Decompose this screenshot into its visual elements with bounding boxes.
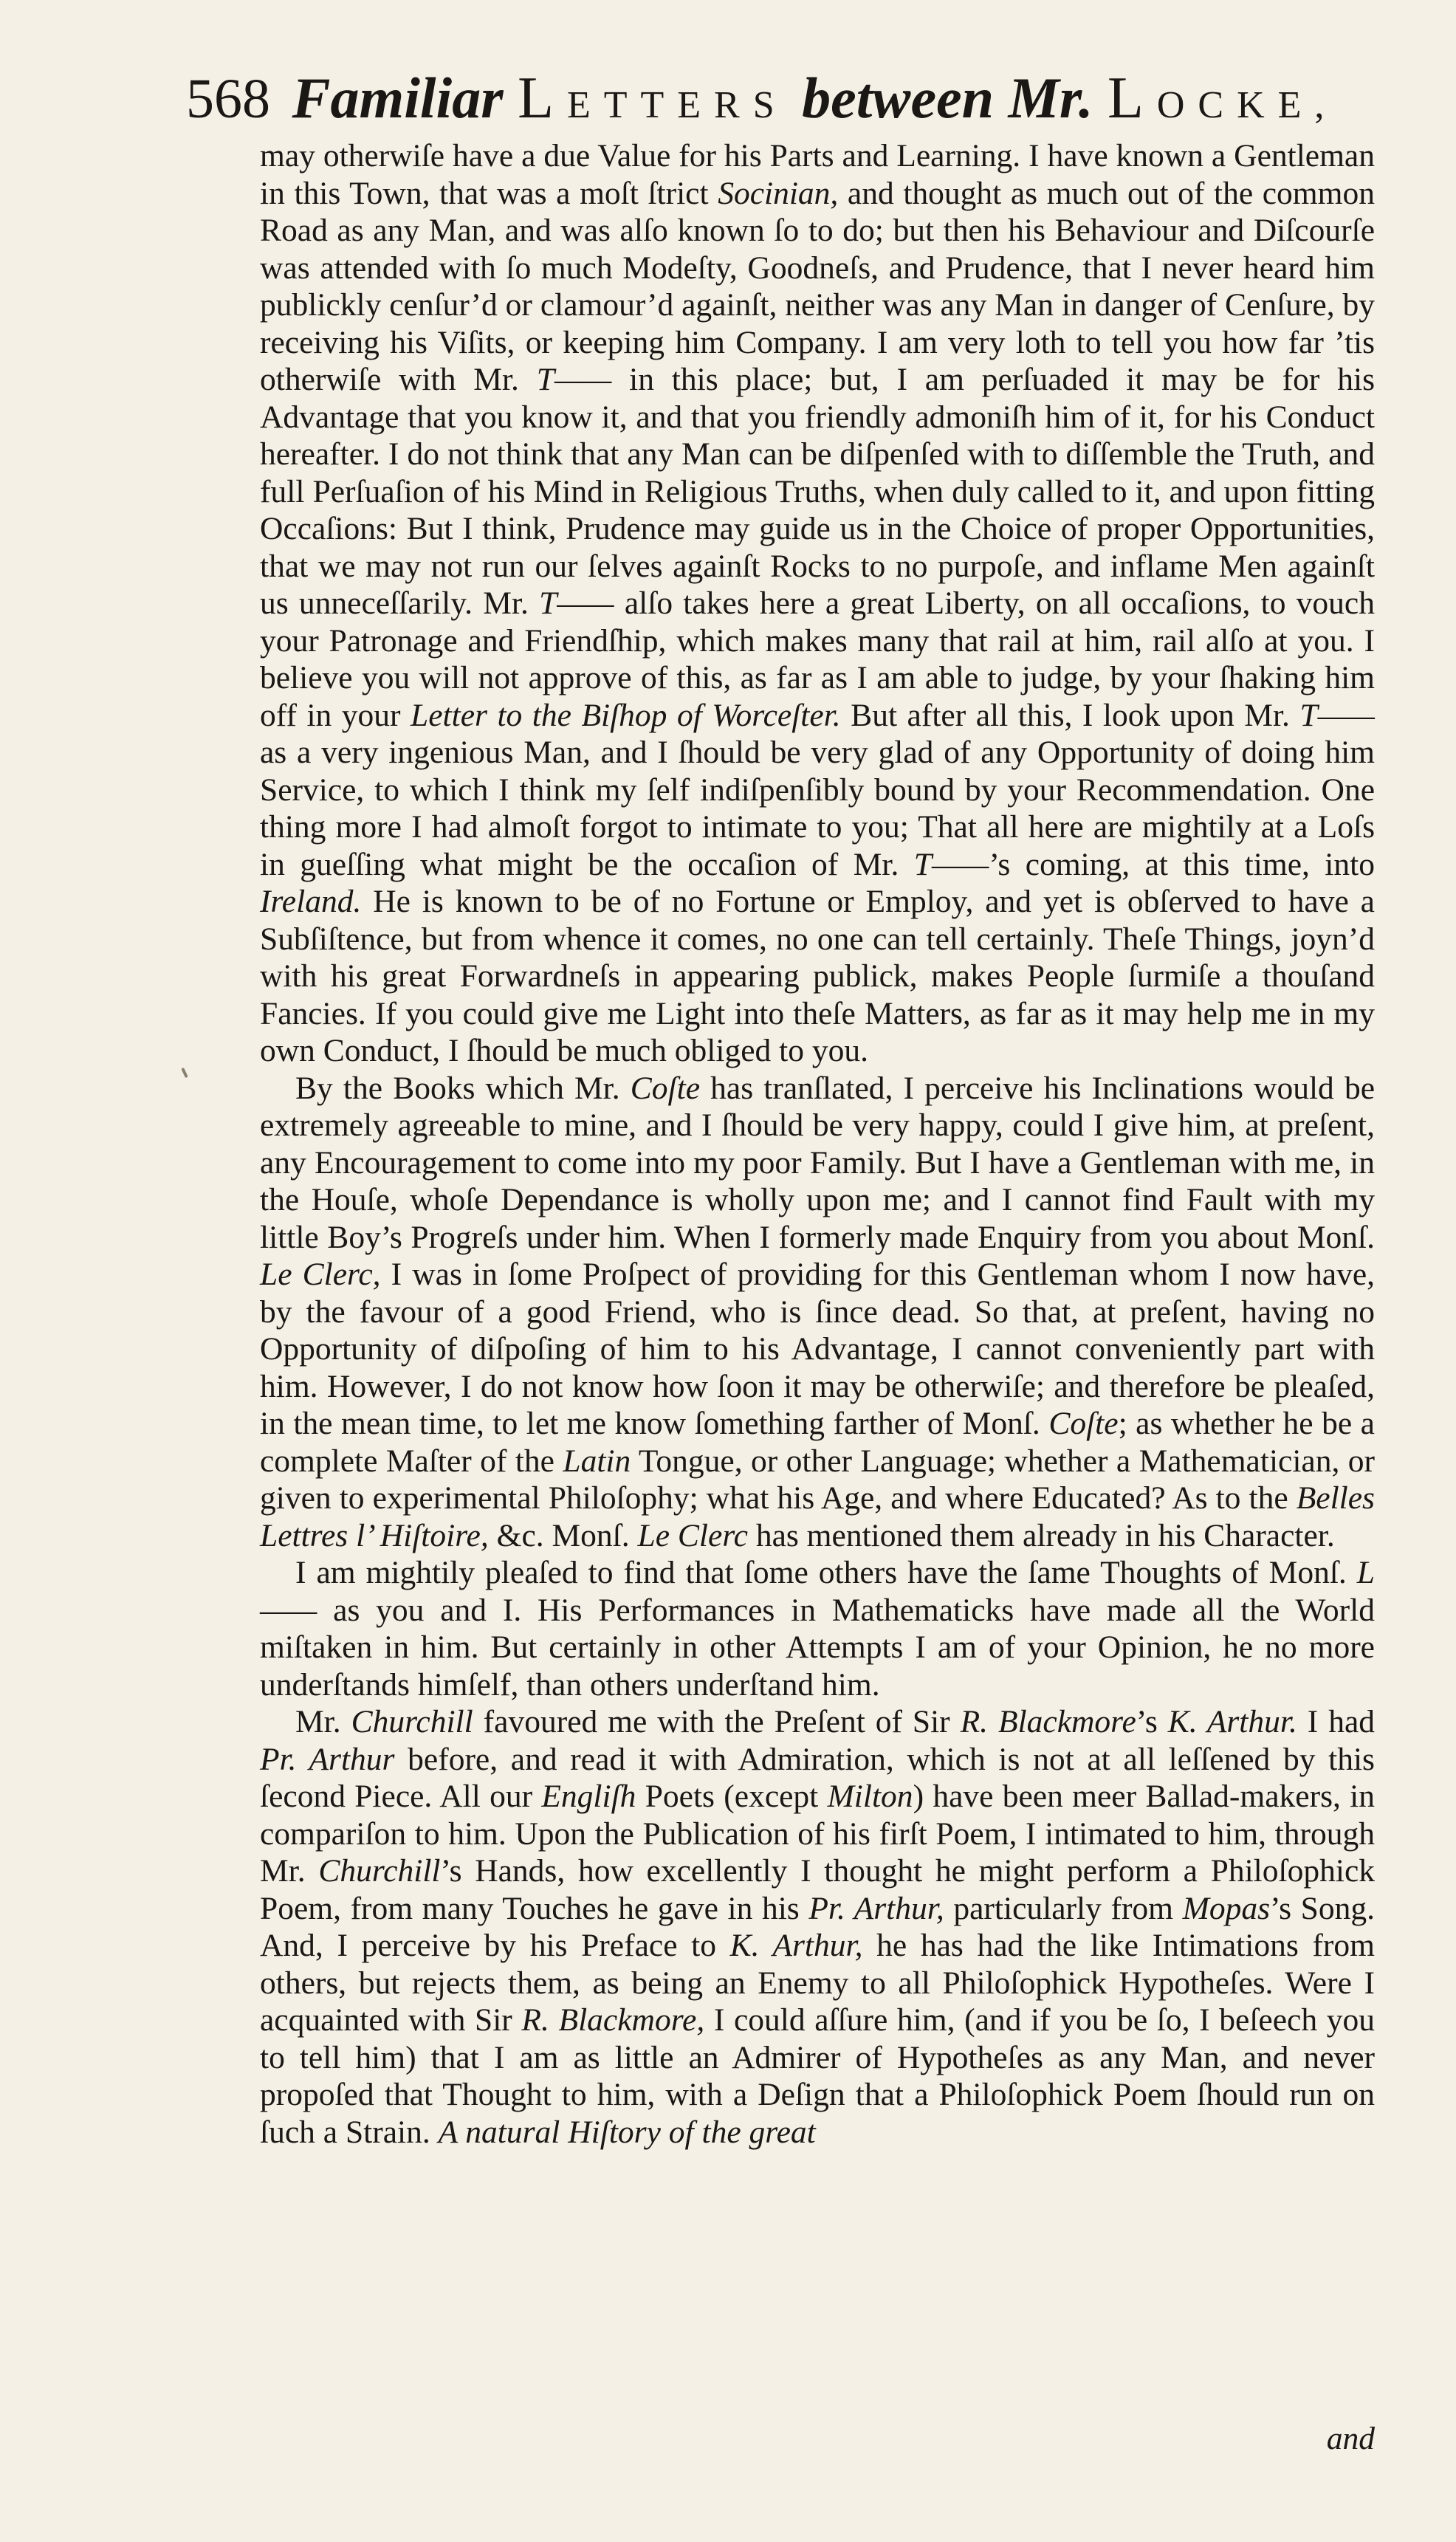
italic-run: T——: [1299, 697, 1375, 733]
header-familiar: Familiar: [292, 66, 504, 130]
italic-run: K. Arthur.: [1167, 1704, 1297, 1739]
paragraph-2: [260, 1070, 1375, 1555]
italic-run: L——: [260, 1555, 1375, 1628]
text-run: alſo takes here a great Liberty, on all occaſions, to vouch your Patronage and Friendſhip, which makes many that rail at him, rail alſo at you. I believe you will not approve of this, as far as I am able to judge, by your ſhaking him off in your: [260, 585, 1375, 733]
text-run: ’s coming, at this time, into: [989, 846, 1375, 882]
italic-run: Milton: [827, 1779, 913, 1814]
text-run: may otherwiſe have a due Value for his Parts and Learning. I have known a Gentleman in this Town, that was a moſt ſtrict: [260, 138, 1375, 211]
body-text: [260, 137, 1375, 2151]
text-run: has tranſlated, I perceive his Inclinations would be extremely agreeable to mine, and I ſhould be very happy, could I give him, at preſent, any Encouragement to come into my poor Family. But I have a Gentleman with me, in the Houſe, whoſe Dependance is wholly upon me; and I cannot find Fault with my little Boy’s Progreſs under him. When I formerly made Enquiry from you about Monſ.: [260, 1070, 1376, 1255]
italic-run: Pr. Arthur,: [808, 1890, 944, 1926]
text-run: as a very ingenious Man, and I ſhould be very glad of any Opportunity of doing him Service, to which I think my ſelf indiſpenſibly bound by your Recommendation. One thing more I had almoſt forgot to intimate to you; That all here are mightily at a Loſs in gueſſing what might be the occaſion of Mr.: [260, 735, 1375, 882]
italic-run: Churchill: [351, 1704, 473, 1739]
italic-run: Ireland.: [260, 884, 362, 919]
text-run: Poets (except: [636, 1779, 828, 1814]
text-run: Mr.: [295, 1704, 351, 1739]
text-run: I was in ſome Proſpect of providing for this Gentleman whom I now have, by the favour of a good Friend, who is ſince dead. So that, at preſent, having no Opportunity of diſpoſing of him to his Advantage, I cannot conveniently part with him. However, I do not know how ſoon it may be otherwiſe; and therefore be pleaſed, in the mean time, to let me know ſomething farther of Monſ.: [260, 1257, 1375, 1441]
text-run: &c. Monſ.: [488, 1517, 638, 1553]
text-run: he has had the like Intimations from others, but rejects them, as being an Enemy to all Philoſophick Hypotheſes. Were I acquainted with Sir: [260, 1928, 1375, 2038]
header-between: between Mr.: [802, 66, 1093, 130]
italic-run: Churchill: [318, 1853, 441, 1889]
text-run: I had: [1297, 1704, 1376, 1739]
text-run: But after all this, I look upon Mr.: [840, 697, 1300, 733]
italic-run: Le Clerc,: [260, 1257, 381, 1292]
italic-run: Coſte: [1048, 1406, 1119, 1441]
text-run: ’s Song. And, I perceive by his Preface to: [260, 1890, 1375, 1963]
text-run: ) have been meer Ballad-makers, in compariſon to him. Upon the Publication of his firſt Poem, I intimated to him, through Mr.: [260, 1779, 1376, 1889]
header-letters: LETTERS: [518, 66, 788, 131]
text-run: I am mightily pleaſed to find that ſome others have the ſame Thoughts of Monſ.: [295, 1555, 1357, 1590]
italic-run: T——: [536, 362, 612, 397]
italic-run: T——: [913, 846, 989, 882]
italic-run: Mopas: [1182, 1890, 1271, 1926]
paragraph-3: [260, 1554, 1375, 1703]
italic-run: K. Arthur,: [729, 1928, 863, 1963]
text-run: ; as whether he be a complete Maſter of the: [260, 1406, 1375, 1479]
paragraph-1: [260, 137, 1375, 1070]
italic-run: R. Blackmore,: [521, 2002, 705, 2038]
text-run: before, and read it with Admiration, which is not at all leſſened by this ſecond Piece. All our: [260, 1741, 1375, 1814]
paragraph-4: [260, 1703, 1375, 2151]
italic-run: Socinian,: [718, 175, 839, 211]
text-run: in this place; but, I am perſuaded it may be for his Advantage that you know it, and that you friendly admoniſh him of it, for his Conduct hereafter. I do not think that any Man can be diſpenſed with to diſſemble the Truth, and full Perſuaſion of his Mind in Religious Truths, when duly called to it, and upon fitting Occaſions: But I think, Prudence may guide us in the Choice of proper Opportunities, that we may not run our ſelves againſt Rocks to no purpoſe, and inflame Men againſt us unneceſſarily. Mr.: [260, 362, 1375, 621]
text-run: and thought as much out of the common Road as any Man, and was alſo known ſo to do; but then his Behaviour and Diſcourſe was attended with ſo much Modeſty, Goodneſs, and Prudence, that I never heard him publickly cenſur’d or clamour’d againſt, neither was any Man in danger of Cenſure, by receiving his Viſits, or keeping him Company. I am very loth to tell you how far ’tis otherwiſe with Mr.: [260, 175, 1375, 397]
italic-run: Letter to the Biſhop of Worceſter.: [411, 697, 841, 733]
italic-run: Engliſh: [541, 1779, 636, 1814]
italic-run: T——: [539, 585, 614, 621]
italic-run: A natural Hiſtory of the great: [438, 2114, 816, 2150]
italic-run: R. Blackmore: [960, 1704, 1136, 1739]
text-run: particularly from: [944, 1890, 1183, 1926]
italic-run: Latin: [563, 1443, 631, 1479]
text-run: By the Books which Mr.: [295, 1070, 631, 1106]
header-locke: LOCKE,: [1107, 66, 1338, 131]
text-run: favoured me with the Preſent of Sir: [473, 1704, 961, 1739]
italic-run: Le Clerc: [637, 1517, 748, 1553]
italic-run: Belles Lettres l’ Hiſtoire,: [260, 1480, 1375, 1553]
text-run: ’s Hands, how excellently I thought he might perform a Philoſophick Poem, from many Touches he gave in his: [260, 1853, 1376, 1926]
page-number: 568: [186, 68, 270, 130]
running-header: [186, 65, 1367, 131]
text-run: as you and I. His Performances in Mathematicks have made all the World miſtaken in him. But certainly in other Attempts I am of your Opinion, he no more underſtands himſelf, than others underſtand him.: [260, 1592, 1375, 1703]
text-run: ’s: [1136, 1704, 1168, 1739]
italic-run: Coſte: [630, 1070, 701, 1106]
italic-run: Pr. Arthur: [260, 1741, 395, 1777]
paper-speck: [181, 1068, 188, 1078]
text-run: Tongue, or other Language; whether a Mathematician, or given to experimental Philoſophy; what his Age, and where Educated? As to the: [260, 1443, 1375, 1516]
text-run: He is known to be of no Fortune or Employ, and yet is obſerved to have a Subſiſtence, but from whence it comes, no one can tell certainly. Theſe Things, joyn’d with his great Forwardneſs in appearing publick, makes People ſurmiſe a thouſand Fancies. If you could give me Light into theſe Matters, as far as it may help me in my own Conduct, I ſhould be much obliged to you.: [260, 884, 1375, 1068]
catchword: and: [1326, 2421, 1375, 2456]
text-run: I could aſſure him, (and if you be ſo, I beſeech you to tell him) that I am as little an Admirer of Hypotheſes as any Man, and never propoſed that Thought to him, with a Deſign that a Philoſophick Poem ſhould run on ſuch a Strain.: [260, 2002, 1375, 2150]
text-run: has mentioned them already in his Character.: [747, 1517, 1335, 1553]
